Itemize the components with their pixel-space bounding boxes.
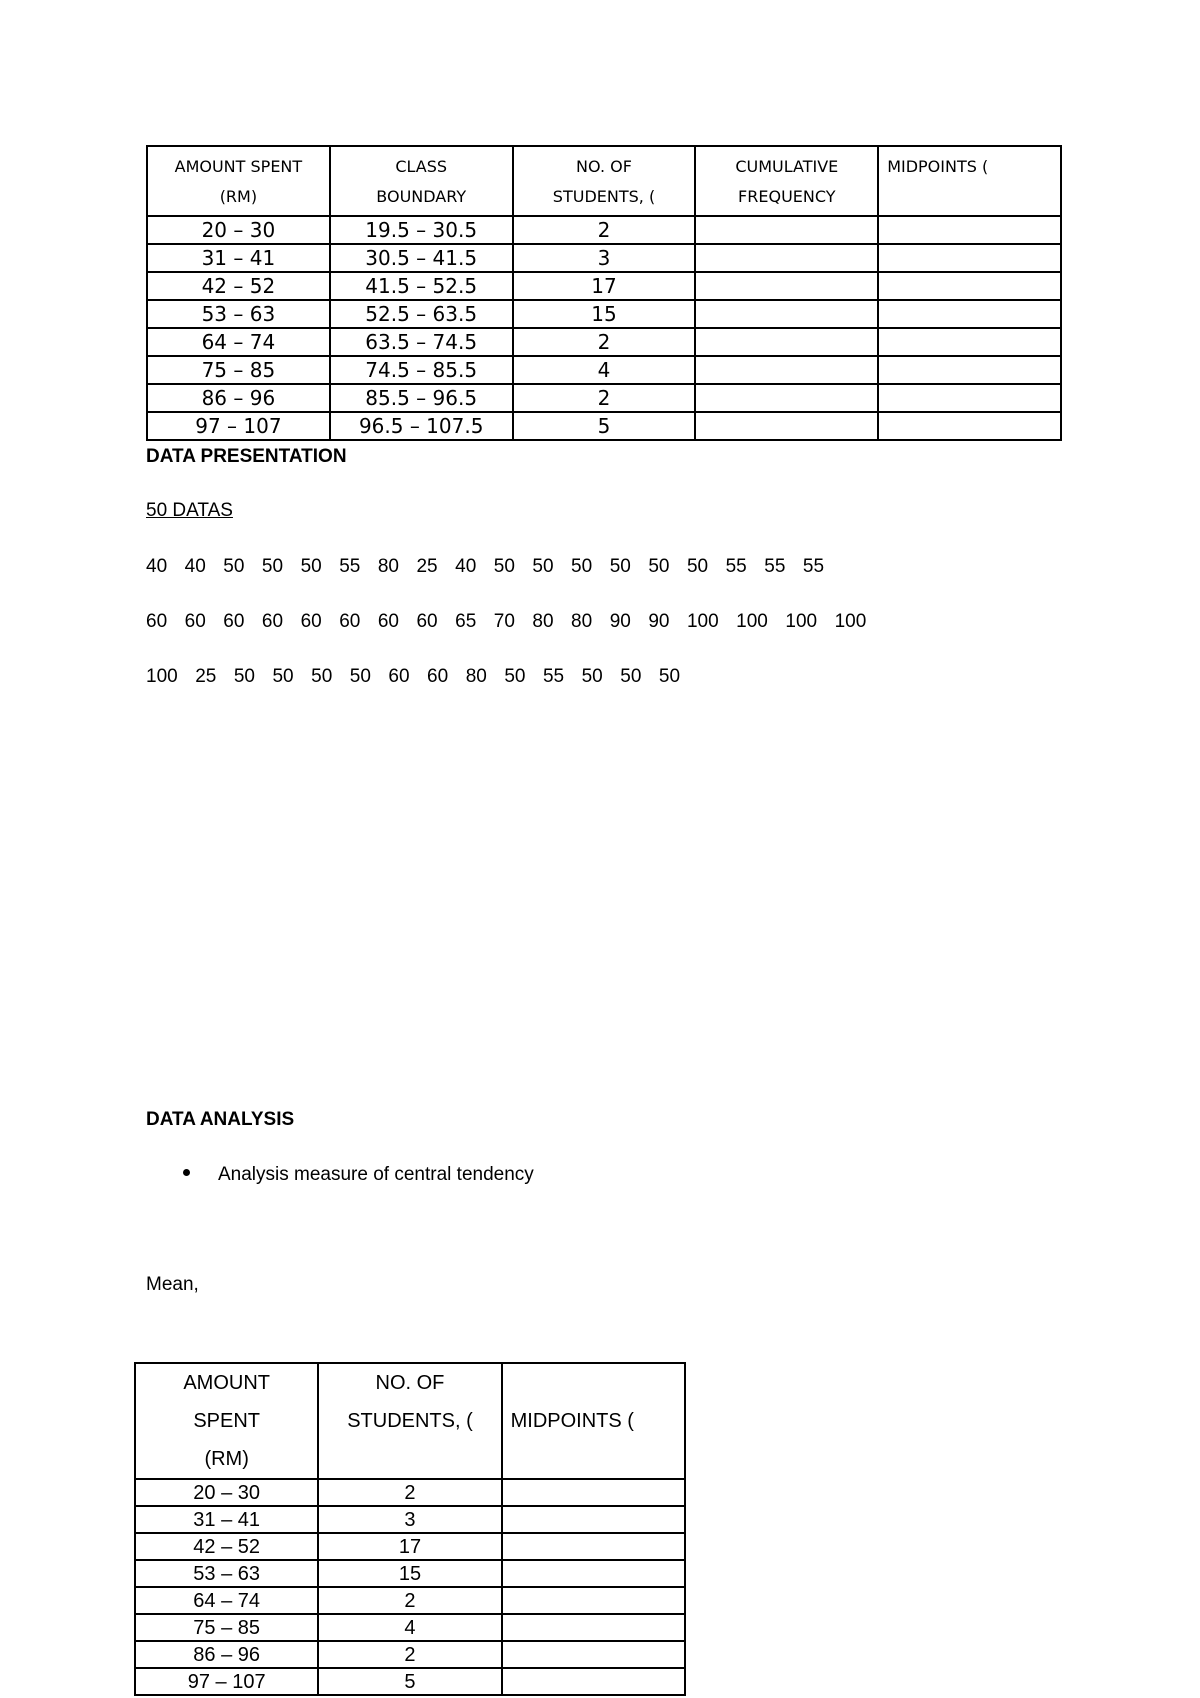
- table-row: [135, 1587, 685, 1614]
- table-row: [135, 1560, 685, 1587]
- table-cell: 2: [513, 216, 696, 244]
- table-row: [135, 1479, 685, 1506]
- data-value: 65: [455, 611, 477, 632]
- table-cell: [502, 1668, 685, 1695]
- table-cell: 75 – 85: [135, 1614, 318, 1641]
- table-cell: 4: [318, 1614, 501, 1641]
- header-cumulative-frequency: CUMULATIVE FREQUENCY: [695, 146, 878, 216]
- table-cell: 31 – 41: [135, 1506, 318, 1533]
- data-value: 50: [571, 556, 593, 577]
- data-value: 80: [532, 611, 554, 632]
- data-value: 60: [300, 611, 322, 632]
- table-row: [147, 244, 1061, 272]
- table-cell: [695, 384, 878, 412]
- data-value: 55: [542, 666, 565, 687]
- table-row: [135, 1533, 685, 1560]
- table-cell: 15: [318, 1560, 501, 1587]
- table-row: [147, 272, 1061, 300]
- table-cell: 2: [513, 384, 696, 412]
- table-row: [147, 384, 1061, 412]
- table-cell: [502, 1587, 685, 1614]
- table-cell: 2: [318, 1587, 501, 1614]
- header-amount-spent: AMOUNT SPENT (RM): [147, 146, 330, 216]
- table-cell: [878, 216, 1061, 244]
- table-cell: [695, 244, 878, 272]
- table-cell: 75 – 85: [147, 356, 330, 384]
- table-cell: [502, 1560, 685, 1587]
- table-cell: [695, 272, 878, 300]
- table-cell: 97 – 107: [147, 412, 330, 440]
- table-row: [135, 1614, 685, 1641]
- data-value: 100: [834, 611, 867, 632]
- data-value: 50: [233, 666, 255, 687]
- table-cell: 5: [513, 412, 696, 440]
- table-cell: [878, 328, 1061, 356]
- data-value: 50: [620, 666, 642, 687]
- data-value: 50: [493, 556, 515, 577]
- data-value: 50: [686, 556, 709, 577]
- table-row: [147, 356, 1061, 384]
- table-cell: 5: [318, 1668, 501, 1695]
- table-cell: 52.5 – 63.5: [330, 300, 513, 328]
- data-value: 50: [272, 666, 294, 687]
- frequency-table: [146, 145, 1062, 441]
- table-cell: [502, 1614, 685, 1641]
- header-no-of-students: NO. OF STUDENTS, (: [513, 146, 696, 216]
- table-cell: 3: [318, 1506, 501, 1533]
- data-value: 25: [416, 556, 438, 577]
- table-cell: 17: [513, 272, 696, 300]
- table-cell: 96.5 – 107.5: [330, 412, 513, 440]
- data-value: 40: [146, 556, 168, 577]
- data-value: 60: [339, 611, 361, 632]
- table-cell: [878, 272, 1061, 300]
- header-midpoints: MIDPOINTS (: [502, 1363, 685, 1479]
- data-value: 50: [223, 556, 245, 577]
- bullet-item: [183, 1164, 534, 1186]
- data-value: 50: [581, 666, 603, 687]
- table-cell: 86 – 96: [135, 1641, 318, 1668]
- table-cell: [878, 244, 1061, 272]
- data-value: 50: [261, 556, 284, 577]
- table-cell: 97 – 107: [135, 1668, 318, 1695]
- data-value: 50: [349, 666, 371, 687]
- table-cell: 63.5 – 74.5: [330, 328, 513, 356]
- data-analysis-heading: DATA ANALYSIS: [146, 1109, 295, 1130]
- table-cell: [502, 1533, 685, 1560]
- table-cell: [502, 1506, 685, 1533]
- table-cell: 42 – 52: [147, 272, 330, 300]
- data-value: 50: [609, 556, 631, 577]
- table-cell: 31 – 41: [147, 244, 330, 272]
- table-cell: 64 – 74: [147, 328, 330, 356]
- data-value: 25: [195, 666, 217, 687]
- data-values-row-1: [146, 556, 842, 578]
- data-value: 100: [146, 666, 178, 687]
- table-cell: [695, 412, 878, 440]
- table-cell: 17: [318, 1533, 501, 1560]
- table-cell: 20 – 30: [135, 1479, 318, 1506]
- data-value: 55: [339, 556, 361, 577]
- table-cell: 86 – 96: [147, 384, 330, 412]
- data-count-label: 50 DATAS: [146, 500, 233, 521]
- data-value: 50: [658, 666, 681, 687]
- data-value: 100: [785, 611, 818, 632]
- table-cell: 41.5 – 52.5: [330, 272, 513, 300]
- data-value: 60: [388, 666, 410, 687]
- table-cell: 3: [513, 244, 696, 272]
- data-value: 55: [764, 556, 786, 577]
- table-row: [147, 328, 1061, 356]
- header-class-boundary: CLASS BOUNDARY: [330, 146, 513, 216]
- table-cell: 2: [318, 1641, 501, 1668]
- data-value: 60: [416, 611, 438, 632]
- table-cell: [878, 300, 1061, 328]
- table-row: [147, 300, 1061, 328]
- table-row: [147, 216, 1061, 244]
- table-row: [135, 1506, 685, 1533]
- data-value: 50: [648, 556, 670, 577]
- data-value: 40: [455, 556, 477, 577]
- table-cell: 30.5 – 41.5: [330, 244, 513, 272]
- data-value: 100: [736, 611, 768, 632]
- data-value: 60: [377, 611, 399, 632]
- data-presentation-heading: DATA PRESENTATION: [146, 446, 347, 467]
- data-value: 55: [725, 556, 747, 577]
- data-value: 50: [311, 666, 333, 687]
- data-value: 90: [609, 611, 631, 632]
- data-value: 50: [300, 556, 322, 577]
- table-cell: [695, 300, 878, 328]
- data-value: 60: [427, 666, 449, 687]
- data-value: 90: [648, 611, 670, 632]
- bullet-text: Analysis measure of central tendency: [218, 1164, 534, 1185]
- header-no-of-students: NO. OF STUDENTS, (: [318, 1363, 501, 1479]
- data-value: 50: [532, 556, 554, 577]
- mean-table-header: [135, 1363, 685, 1479]
- table-cell: 85.5 – 96.5: [330, 384, 513, 412]
- data-value: 70: [493, 611, 515, 632]
- data-value: 80: [377, 556, 399, 577]
- data-value: 40: [184, 556, 206, 577]
- table-cell: [878, 356, 1061, 384]
- mean-label: Mean,: [146, 1274, 199, 1295]
- table-cell: 53 – 63: [135, 1560, 318, 1587]
- table-cell: [878, 412, 1061, 440]
- table-cell: 4: [513, 356, 696, 384]
- data-value: 60: [146, 611, 168, 632]
- table-cell: 53 – 63: [147, 300, 330, 328]
- bullet-icon: [183, 1169, 190, 1176]
- table-row: [135, 1641, 685, 1668]
- table-cell: [502, 1641, 685, 1668]
- header-midpoints: MIDPOINTS (: [878, 146, 1061, 216]
- table-cell: [695, 216, 878, 244]
- table-row: [147, 412, 1061, 440]
- table-cell: [502, 1479, 685, 1506]
- table-cell: 20 – 30: [147, 216, 330, 244]
- data-value: 100: [686, 611, 719, 632]
- table-cell: [695, 328, 878, 356]
- data-value: 60: [184, 611, 206, 632]
- data-value: 55: [802, 556, 825, 577]
- table-cell: 74.5 – 85.5: [330, 356, 513, 384]
- data-value: 80: [571, 611, 593, 632]
- data-value: 60: [223, 611, 245, 632]
- table-cell: [878, 384, 1061, 412]
- header-amount-spent: AMOUNT SPENT (RM): [135, 1363, 318, 1479]
- data-values-row-2: [146, 611, 884, 633]
- data-values-row-3: [146, 666, 698, 688]
- data-value: 60: [261, 611, 284, 632]
- table-cell: 2: [318, 1479, 501, 1506]
- table-row: [135, 1668, 685, 1695]
- table-cell: 64 – 74: [135, 1587, 318, 1614]
- table-cell: 19.5 – 30.5: [330, 216, 513, 244]
- mean-table: [134, 1362, 686, 1696]
- frequency-table-header: [147, 146, 1061, 216]
- table-cell: 15: [513, 300, 696, 328]
- table-cell: 42 – 52: [135, 1533, 318, 1560]
- data-value: 50: [504, 666, 526, 687]
- data-value: 80: [465, 666, 487, 687]
- table-cell: 2: [513, 328, 696, 356]
- table-cell: [695, 356, 878, 384]
